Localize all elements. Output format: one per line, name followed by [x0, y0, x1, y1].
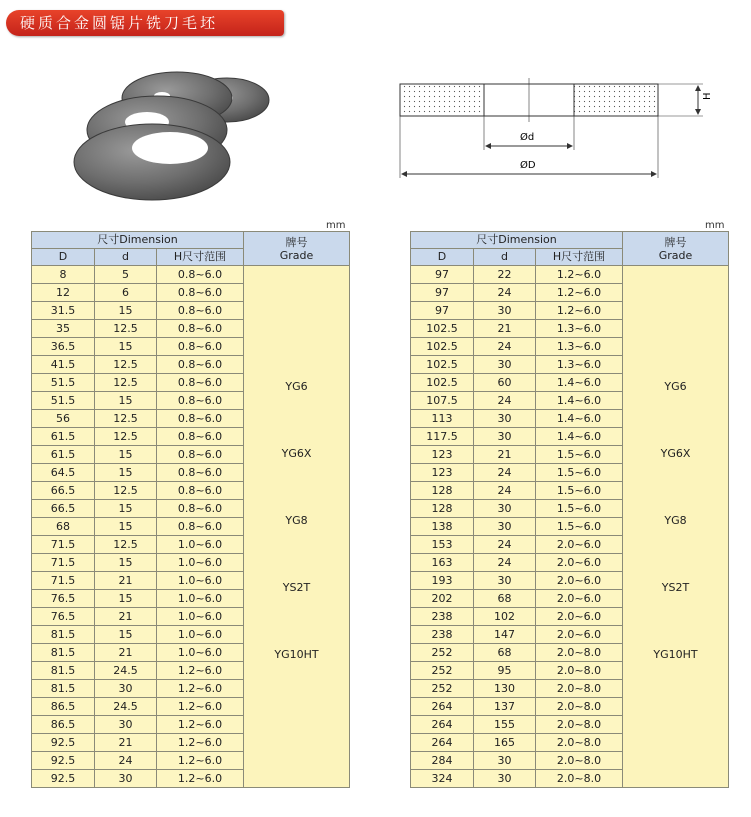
outer-diameter-cell: 76.5 — [32, 608, 95, 626]
col-header-height-range: H尺寸范围 — [157, 249, 244, 266]
height-range-cell: 1.3~6.0 — [536, 338, 623, 356]
height-range-cell: 1.5~6.0 — [536, 446, 623, 464]
dimension-header: 尺寸Dimension — [32, 232, 244, 249]
outer-diameter-cell: 71.5 — [32, 536, 95, 554]
inner-diameter-cell: 24 — [474, 536, 536, 554]
inner-diameter-cell: 30 — [474, 770, 536, 788]
inner-diameter-cell: 15 — [95, 338, 157, 356]
grade-label: YG8 — [285, 514, 308, 527]
inner-diameter-cell: 68 — [474, 590, 536, 608]
outer-diameter-cell: 92.5 — [32, 752, 95, 770]
inner-diameter-cell: 30 — [474, 356, 536, 374]
height-range-cell: 0.8~6.0 — [157, 374, 244, 392]
height-range-cell: 0.8~6.0 — [157, 482, 244, 500]
inner-diameter-cell: 30 — [474, 518, 536, 536]
inner-diameter-cell: 130 — [474, 680, 536, 698]
height-range-cell: 1.2~6.0 — [157, 662, 244, 680]
grade-label: YG6X — [281, 447, 312, 460]
height-range-cell: 2.0~8.0 — [536, 680, 623, 698]
outer-diameter-cell: 51.5 — [32, 392, 95, 410]
height-range-cell: 1.2~6.0 — [536, 284, 623, 302]
inner-diameter-cell: 6 — [95, 284, 157, 302]
inner-diameter-cell: 22 — [474, 266, 536, 284]
outer-diameter-cell: 284 — [411, 752, 474, 770]
grade-column — [244, 266, 350, 788]
outer-diameter-cell: 86.5 — [32, 698, 95, 716]
dimension-header: 尺寸Dimension — [411, 232, 623, 249]
outer-diameter-cell: 264 — [411, 716, 474, 734]
inner-diameter-cell: 30 — [474, 572, 536, 590]
table-row — [411, 266, 729, 284]
height-range-cell: 2.0~6.0 — [536, 572, 623, 590]
height-range-cell: 1.0~6.0 — [157, 644, 244, 662]
outer-diameter-cell: 64.5 — [32, 464, 95, 482]
height-range-cell: 2.0~6.0 — [536, 554, 623, 572]
inner-diameter-cell: 30 — [474, 752, 536, 770]
height-range-cell: 1.0~6.0 — [157, 536, 244, 554]
height-range-cell: 1.5~6.0 — [536, 518, 623, 536]
outer-diameter-cell: 41.5 — [32, 356, 95, 374]
height-range-cell: 0.8~6.0 — [157, 446, 244, 464]
height-range-cell: 2.0~6.0 — [536, 608, 623, 626]
outer-diameter-cell: 97 — [411, 284, 474, 302]
outer-diameter-cell: 264 — [411, 698, 474, 716]
inner-diameter-cell: 24 — [474, 554, 536, 572]
inner-diameter-cell: 15 — [95, 518, 157, 536]
outer-diameter-cell: 36.5 — [32, 338, 95, 356]
inner-diameter-cell: 60 — [474, 374, 536, 392]
outer-diameter-cell: 238 — [411, 608, 474, 626]
height-range-cell: 1.2~6.0 — [157, 752, 244, 770]
height-range-cell: 0.8~6.0 — [157, 356, 244, 374]
grade-header-en: Grade — [279, 248, 314, 262]
outer-diameter-cell: 8 — [32, 266, 95, 284]
grade-header-cn: 牌号 — [285, 235, 308, 249]
height-range-cell: 1.4~6.0 — [536, 410, 623, 428]
height-range-cell: 1.4~6.0 — [536, 428, 623, 446]
height-range-cell: 1.2~6.0 — [157, 680, 244, 698]
col-header-height-range: H尺寸范围 — [536, 249, 623, 266]
grade-header — [623, 232, 729, 266]
outer-diameter-cell: 92.5 — [32, 770, 95, 788]
grade-column — [623, 266, 729, 788]
outer-diameter-label: ØD — [520, 160, 536, 171]
col-header-outer-diameter: D — [411, 249, 474, 266]
outer-diameter-cell: 61.5 — [32, 446, 95, 464]
height-range-cell: 1.4~6.0 — [536, 374, 623, 392]
height-range-cell: 0.8~6.0 — [157, 410, 244, 428]
grade-label: YG6 — [285, 380, 308, 393]
outer-diameter-cell: 76.5 — [32, 590, 95, 608]
grade-label: YG8 — [664, 514, 687, 527]
outer-diameter-cell: 68 — [32, 518, 95, 536]
height-range-cell: 0.8~6.0 — [157, 266, 244, 284]
height-range-cell: 2.0~8.0 — [536, 644, 623, 662]
inner-diameter-cell: 12.5 — [95, 410, 157, 428]
height-range-cell: 1.2~6.0 — [536, 302, 623, 320]
inner-diameter-cell: 30 — [95, 716, 157, 734]
outer-diameter-cell: 102.5 — [411, 356, 474, 374]
height-range-cell: 2.0~8.0 — [536, 752, 623, 770]
grade-label: YS2T — [661, 581, 690, 594]
outer-diameter-cell: 252 — [411, 662, 474, 680]
inner-diameter-cell: 95 — [474, 662, 536, 680]
height-range-cell: 1.0~6.0 — [157, 554, 244, 572]
height-range-cell: 2.0~8.0 — [536, 698, 623, 716]
outer-diameter-cell: 81.5 — [32, 662, 95, 680]
outer-diameter-cell: 86.5 — [32, 716, 95, 734]
inner-diameter-cell: 30 — [95, 770, 157, 788]
grade-label: YG10HT — [653, 648, 698, 661]
outer-diameter-cell: 252 — [411, 680, 474, 698]
height-range-cell: 1.0~6.0 — [157, 626, 244, 644]
inner-diameter-cell: 12.5 — [95, 428, 157, 446]
page-title: 硬质合金圆锯片铣刀毛坯 — [6, 10, 284, 36]
outer-diameter-cell: 61.5 — [32, 428, 95, 446]
outer-diameter-cell: 66.5 — [32, 500, 95, 518]
height-range-cell: 2.0~6.0 — [536, 626, 623, 644]
inner-diameter-cell: 165 — [474, 734, 536, 752]
outer-diameter-cell: 117.5 — [411, 428, 474, 446]
outer-diameter-cell: 238 — [411, 626, 474, 644]
inner-diameter-cell: 102 — [474, 608, 536, 626]
height-range-cell: 1.3~6.0 — [536, 320, 623, 338]
inner-diameter-cell: 21 — [95, 734, 157, 752]
outer-diameter-cell: 31.5 — [32, 302, 95, 320]
unit-label-left: mm — [326, 220, 346, 231]
outer-diameter-cell: 123 — [411, 464, 474, 482]
outer-diameter-cell: 97 — [411, 302, 474, 320]
height-range-cell: 2.0~6.0 — [536, 590, 623, 608]
inner-diameter-cell: 30 — [474, 302, 536, 320]
spec-table-right — [410, 231, 729, 788]
grade-label: YG6 — [664, 380, 687, 393]
outer-diameter-cell: 113 — [411, 410, 474, 428]
outer-diameter-cell: 264 — [411, 734, 474, 752]
grade-label: YG10HT — [274, 648, 319, 661]
inner-diameter-cell: 24 — [474, 284, 536, 302]
outer-diameter-cell: 81.5 — [32, 680, 95, 698]
outer-diameter-cell: 35 — [32, 320, 95, 338]
outer-diameter-cell: 92.5 — [32, 734, 95, 752]
inner-diameter-cell: 12.5 — [95, 482, 157, 500]
inner-diameter-cell: 5 — [95, 266, 157, 284]
inner-diameter-cell: 15 — [95, 446, 157, 464]
grade-label: YS2T — [282, 581, 311, 594]
outer-diameter-cell: 56 — [32, 410, 95, 428]
inner-diameter-cell: 21 — [95, 572, 157, 590]
height-range-cell: 0.8~6.0 — [157, 500, 244, 518]
inner-diameter-cell: 12.5 — [95, 356, 157, 374]
inner-diameter-cell: 30 — [95, 680, 157, 698]
height-range-cell: 1.5~6.0 — [536, 464, 623, 482]
inner-diameter-cell: 147 — [474, 626, 536, 644]
outer-diameter-cell: 66.5 — [32, 482, 95, 500]
inner-diameter-cell: 24 — [474, 392, 536, 410]
height-range-cell: 2.0~8.0 — [536, 662, 623, 680]
height-range-cell: 0.8~6.0 — [157, 392, 244, 410]
inner-diameter-cell: 24 — [474, 482, 536, 500]
outer-diameter-cell: 81.5 — [32, 644, 95, 662]
inner-diameter-cell: 21 — [474, 320, 536, 338]
saw-blade-blanks-image — [72, 60, 272, 210]
outer-diameter-cell: 128 — [411, 482, 474, 500]
inner-diameter-cell: 21 — [95, 644, 157, 662]
height-range-cell: 0.8~6.0 — [157, 338, 244, 356]
inner-diameter-cell: 68 — [474, 644, 536, 662]
inner-diameter-cell: 15 — [95, 392, 157, 410]
inner-diameter-cell: 15 — [95, 302, 157, 320]
height-range-cell: 0.8~6.0 — [157, 320, 244, 338]
table-row — [32, 266, 350, 284]
height-range-cell: 2.0~6.0 — [536, 536, 623, 554]
grade-header — [244, 232, 350, 266]
outer-diameter-cell: 102.5 — [411, 320, 474, 338]
inner-diameter-cell: 155 — [474, 716, 536, 734]
height-range-cell: 1.2~6.0 — [157, 770, 244, 788]
height-range-cell: 1.3~6.0 — [536, 356, 623, 374]
inner-diameter-cell: 24 — [474, 338, 536, 356]
height-range-cell: 1.4~6.0 — [536, 392, 623, 410]
inner-diameter-cell: 24.5 — [95, 662, 157, 680]
outer-diameter-cell: 202 — [411, 590, 474, 608]
height-range-cell: 1.2~6.0 — [157, 698, 244, 716]
grade-header-en: Grade — [658, 248, 693, 262]
inner-diameter-cell: 15 — [95, 554, 157, 572]
spec-table-left — [31, 231, 350, 788]
inner-diameter-cell: 12.5 — [95, 374, 157, 392]
outer-diameter-cell: 71.5 — [32, 572, 95, 590]
height-range-cell: 0.8~6.0 — [157, 518, 244, 536]
height-range-cell: 1.5~6.0 — [536, 482, 623, 500]
outer-diameter-cell: 252 — [411, 644, 474, 662]
outer-diameter-cell: 107.5 — [411, 392, 474, 410]
col-header-outer-diameter: D — [32, 249, 95, 266]
outer-diameter-cell: 128 — [411, 500, 474, 518]
grade-header-cn: 牌号 — [664, 235, 687, 249]
inner-diameter-label: Ød — [520, 132, 535, 143]
outer-diameter-cell: 102.5 — [411, 374, 474, 392]
height-range-cell: 1.5~6.0 — [536, 500, 623, 518]
inner-diameter-cell: 21 — [95, 608, 157, 626]
unit-label-right: mm — [705, 220, 725, 231]
height-range-cell: 1.2~6.0 — [157, 716, 244, 734]
inner-diameter-cell: 12.5 — [95, 320, 157, 338]
col-header-inner-diameter: d — [474, 249, 536, 266]
height-range-cell: 0.8~6.0 — [157, 284, 244, 302]
inner-diameter-cell: 30 — [474, 428, 536, 446]
outer-diameter-cell: 153 — [411, 536, 474, 554]
inner-diameter-cell: 24 — [474, 464, 536, 482]
height-range-cell: 1.0~6.0 — [157, 608, 244, 626]
outer-diameter-cell: 97 — [411, 266, 474, 284]
outer-diameter-cell: 102.5 — [411, 338, 474, 356]
outer-diameter-cell: 12 — [32, 284, 95, 302]
inner-diameter-cell: 15 — [95, 590, 157, 608]
inner-diameter-cell: 21 — [474, 446, 536, 464]
inner-diameter-cell: 24.5 — [95, 698, 157, 716]
inner-diameter-cell: 30 — [474, 500, 536, 518]
height-label: H — [702, 92, 713, 100]
outer-diameter-cell: 71.5 — [32, 554, 95, 572]
outer-diameter-cell: 193 — [411, 572, 474, 590]
inner-diameter-cell: 15 — [95, 626, 157, 644]
outer-diameter-cell: 138 — [411, 518, 474, 536]
height-range-cell: 1.2~6.0 — [536, 266, 623, 284]
inner-diameter-cell: 24 — [95, 752, 157, 770]
height-range-cell: 0.8~6.0 — [157, 302, 244, 320]
outer-diameter-cell: 81.5 — [32, 626, 95, 644]
height-range-cell: 0.8~6.0 — [157, 464, 244, 482]
outer-diameter-cell: 123 — [411, 446, 474, 464]
inner-diameter-cell: 15 — [95, 500, 157, 518]
outer-diameter-cell: 324 — [411, 770, 474, 788]
height-range-cell: 2.0~8.0 — [536, 734, 623, 752]
inner-diameter-cell: 15 — [95, 464, 157, 482]
col-header-inner-diameter: d — [95, 249, 157, 266]
inner-diameter-cell: 30 — [474, 410, 536, 428]
inner-diameter-cell: 137 — [474, 698, 536, 716]
height-range-cell: 1.0~6.0 — [157, 590, 244, 608]
height-range-cell: 1.0~6.0 — [157, 572, 244, 590]
blank-cross-section-diagram — [388, 70, 728, 185]
height-range-cell: 1.2~6.0 — [157, 734, 244, 752]
height-range-cell: 0.8~6.0 — [157, 428, 244, 446]
outer-diameter-cell: 51.5 — [32, 374, 95, 392]
inner-diameter-cell: 12.5 — [95, 536, 157, 554]
height-range-cell: 2.0~8.0 — [536, 716, 623, 734]
height-range-cell: 2.0~8.0 — [536, 770, 623, 788]
grade-label: YG6X — [660, 447, 691, 460]
outer-diameter-cell: 163 — [411, 554, 474, 572]
